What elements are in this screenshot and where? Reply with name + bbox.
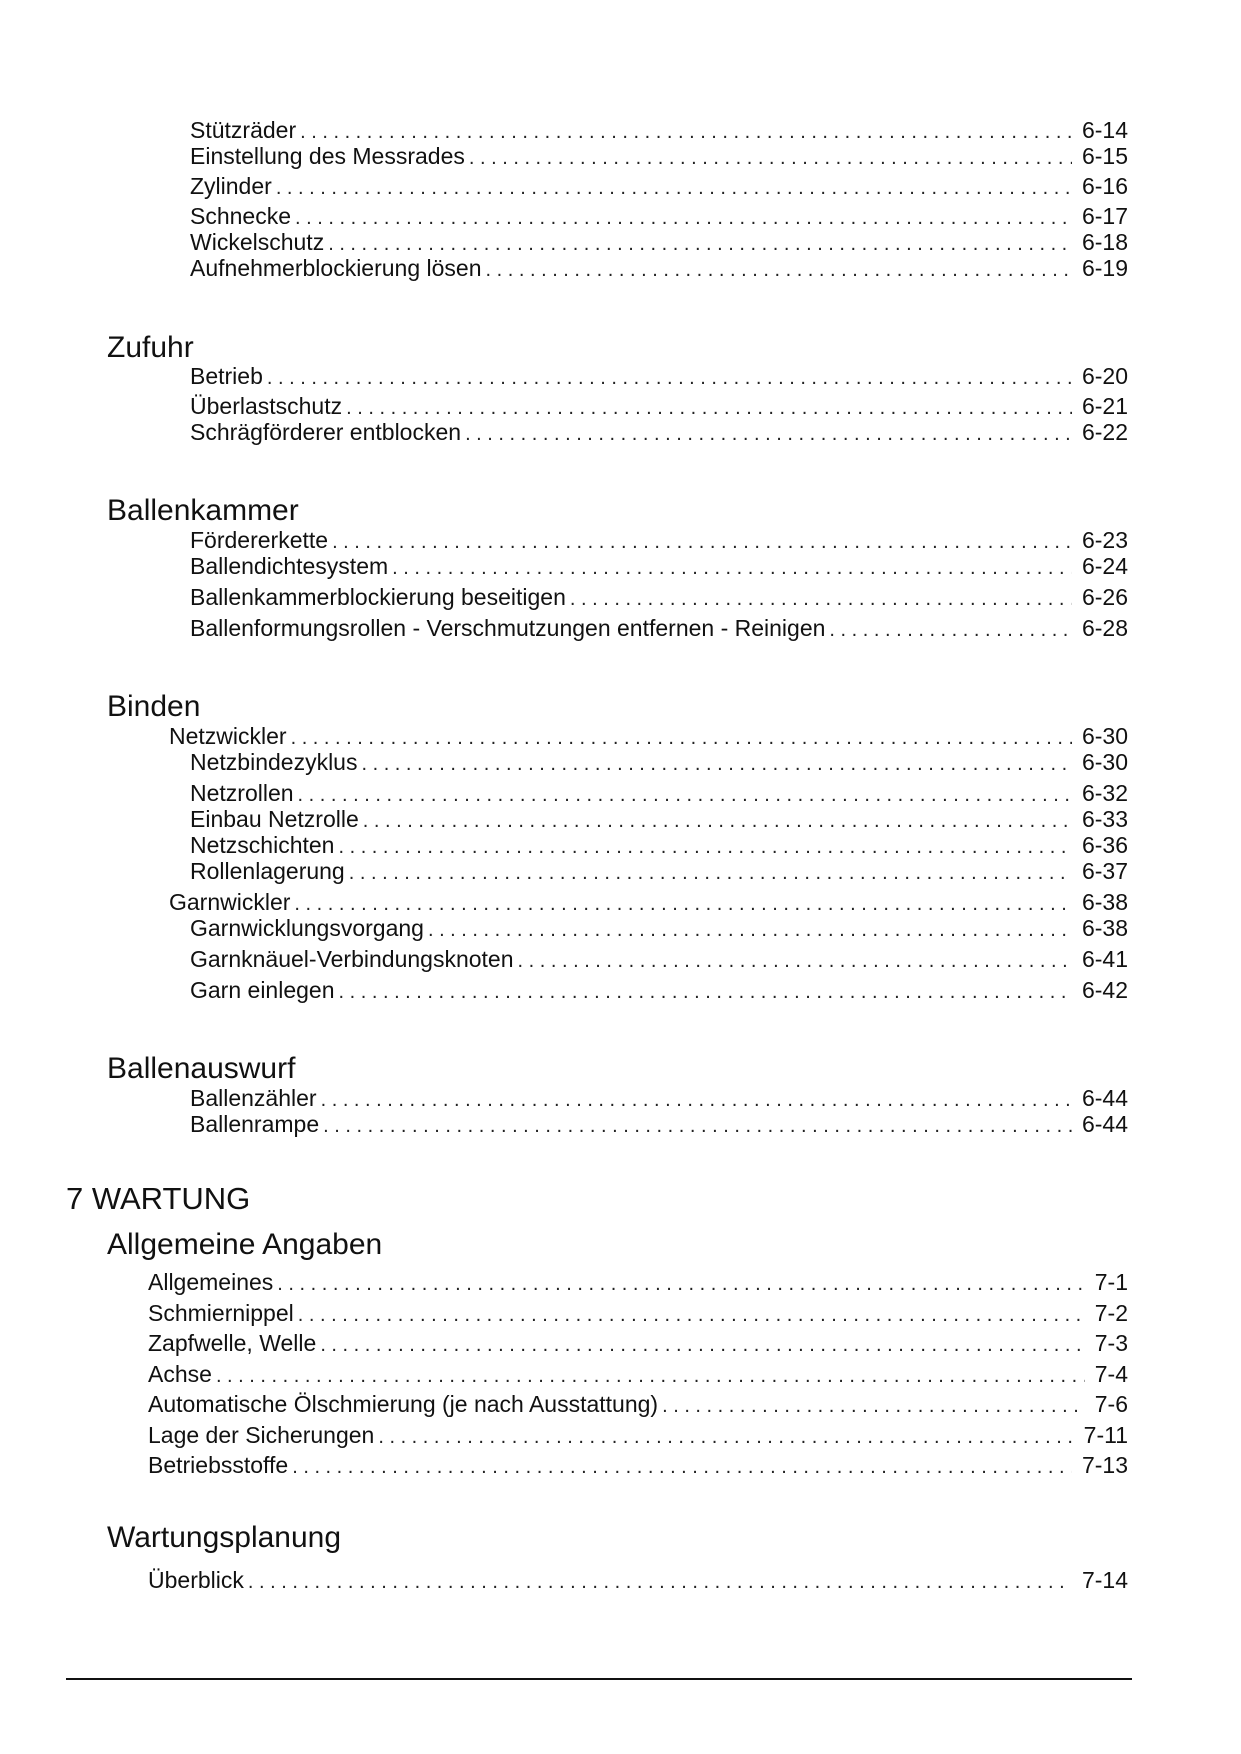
toc-entry[interactable]	[190, 945, 1128, 973]
toc-entry-label: Garnwickler	[169, 889, 291, 915]
toc-entry-page: 6-16	[1081, 173, 1128, 199]
dot-leader	[298, 1301, 1085, 1329]
toc-entry[interactable]	[169, 722, 1128, 750]
toc-entry[interactable]	[190, 748, 1128, 776]
dot-leader	[292, 1453, 1072, 1481]
toc-entry-label: Schnecke	[190, 203, 292, 229]
toc-entry-label: Automatische Ölschmierung (je nach Ausstattung)	[148, 1391, 659, 1417]
toc-entry[interactable]	[190, 418, 1128, 446]
toc-entry-page: 6-20	[1081, 363, 1128, 389]
toc-entry-page: 6-24	[1081, 553, 1128, 579]
dot-leader	[378, 1423, 1073, 1451]
toc-entry[interactable]	[148, 1299, 1128, 1327]
toc-entry-label: Betriebsstoffe	[148, 1452, 289, 1478]
toc-entry-page: 7-13	[1081, 1452, 1128, 1478]
dot-leader	[320, 1331, 1084, 1359]
toc-entry-page: 7-14	[1081, 1567, 1128, 1593]
toc-entry-label: Netzrollen	[190, 780, 294, 806]
toc-entry-label: Zylinder	[190, 173, 272, 199]
dot-leader	[339, 978, 1072, 1006]
toc-entry[interactable]	[190, 583, 1128, 611]
toc-entry-page: 6-33	[1081, 806, 1128, 832]
toc-entry-label: Lage der Sicherungen	[148, 1422, 375, 1448]
dot-leader	[392, 554, 1072, 582]
toc-entry-page: 6-19	[1081, 255, 1128, 281]
toc-entry[interactable]	[190, 142, 1128, 170]
dot-leader	[486, 256, 1072, 284]
toc-entry-page: 6-22	[1081, 419, 1128, 445]
toc-entry-page: 6-23	[1081, 527, 1128, 553]
toc-entry[interactable]	[190, 1084, 1128, 1112]
toc-entry-page: 6-26	[1081, 584, 1128, 610]
toc-entry[interactable]	[190, 552, 1128, 580]
toc-entry[interactable]	[190, 779, 1128, 807]
toc-entry-page: 6-18	[1081, 229, 1128, 255]
toc-entry-label: Garn einlegen	[190, 977, 335, 1003]
toc-entry-label: Ballenkammerblockierung beseitigen	[190, 584, 566, 610]
toc-entry-page: 6-32	[1081, 780, 1128, 806]
toc-entry-page: 6-36	[1081, 832, 1128, 858]
dot-leader	[323, 1112, 1072, 1140]
toc-entry[interactable]	[190, 976, 1128, 1004]
toc-entry-page: 7-1	[1094, 1269, 1128, 1295]
toc-entry-label: Aufnehmerblockierung lösen	[190, 255, 482, 281]
section-heading-zufuhr: Zufuhr	[107, 331, 194, 364]
toc-entry[interactable]	[190, 831, 1128, 859]
toc-entry-label: Ballenformungsrollen - Verschmutzungen entfernen - Reinigen	[190, 615, 826, 641]
toc-entry-label: Achse	[148, 1361, 212, 1387]
toc-entry[interactable]	[190, 172, 1128, 200]
chapter-title: 7 WARTUNG	[66, 1181, 251, 1216]
toc-entry-label: Stützräder	[190, 117, 297, 143]
toc-entry-label: Einbau Netzrolle	[190, 806, 359, 832]
toc-entry-label: Betrieb	[190, 363, 263, 389]
toc-entry-page: 6-15	[1081, 143, 1128, 169]
toc-entry-page: 6-17	[1081, 203, 1128, 229]
toc-entry-label: Überlastschutz	[190, 393, 343, 419]
section-heading-allgemeine-angaben: Allgemeine Angaben	[107, 1228, 383, 1261]
toc-entry-page: 6-37	[1081, 858, 1128, 884]
toc-entry-page: 7-4	[1094, 1361, 1128, 1387]
toc-entry-page: 6-30	[1081, 723, 1128, 749]
dot-leader	[267, 364, 1072, 392]
toc-entry-label: Allgemeines	[148, 1269, 274, 1295]
dot-leader	[216, 1362, 1085, 1390]
toc-entry[interactable]	[190, 254, 1128, 282]
toc-entry[interactable]	[148, 1360, 1128, 1388]
toc-entry-page: 7-2	[1094, 1300, 1128, 1326]
toc-entry[interactable]	[148, 1390, 1128, 1418]
toc-entry-label: Netzwickler	[169, 723, 287, 749]
toc-entry-label: Ballenzähler	[190, 1085, 317, 1111]
toc-entry[interactable]	[190, 228, 1128, 256]
toc-entry-label: Garnknäuel-Verbindungsknoten	[190, 946, 514, 972]
dot-leader	[829, 616, 1072, 644]
toc-entry-label: Ballendichtesystem	[190, 553, 389, 579]
toc-entry-page: 7-6	[1094, 1391, 1128, 1417]
dot-leader	[465, 420, 1072, 448]
toc-entry[interactable]	[190, 362, 1128, 390]
dot-leader	[276, 174, 1072, 202]
toc-entry[interactable]	[148, 1451, 1128, 1479]
toc-entry-label: Ballenrampe	[190, 1111, 320, 1137]
toc-entry-page: 6-30	[1081, 749, 1128, 775]
toc-entry-label: Schmiernippel	[148, 1300, 294, 1326]
toc-entry[interactable]	[190, 914, 1128, 942]
toc-entry-label: Schrägförderer entblocken	[190, 419, 462, 445]
toc-entry-label: Netzschichten	[190, 832, 335, 858]
toc-entry-label: Überblick	[148, 1567, 244, 1593]
toc-entry[interactable]	[190, 526, 1128, 554]
section-heading-ballenkammer: Ballenkammer	[107, 494, 299, 527]
toc-entry-label: Fördererkette	[190, 527, 329, 553]
footer-rule	[66, 1678, 1132, 1680]
toc-entry[interactable]	[190, 857, 1128, 885]
toc-entry[interactable]	[148, 1566, 1128, 1594]
toc-entry-page: 6-41	[1081, 946, 1128, 972]
toc-entry-page: 6-44	[1081, 1085, 1128, 1111]
dot-leader	[248, 1568, 1072, 1596]
toc-entry[interactable]	[148, 1421, 1128, 1449]
toc-entry-page: 6-38	[1081, 889, 1128, 915]
toc-entry-page: 6-28	[1081, 615, 1128, 641]
dot-leader	[361, 750, 1071, 778]
toc-entry-label: Wickelschutz	[190, 229, 325, 255]
dot-leader	[428, 916, 1072, 944]
dot-leader	[662, 1392, 1085, 1420]
dot-leader	[469, 144, 1072, 172]
toc-entry[interactable]	[190, 202, 1128, 230]
toc-entry-page: 6-42	[1081, 977, 1128, 1003]
section-heading-binden: Binden	[107, 690, 201, 723]
toc-entry-label: Rollenlagerung	[190, 858, 345, 884]
dot-leader	[349, 859, 1072, 887]
toc-entry[interactable]	[190, 614, 1128, 642]
toc-entry-page: 7-3	[1094, 1330, 1128, 1356]
toc-entry-label: Garnwicklungsvorgang	[190, 915, 424, 941]
toc-entry[interactable]	[190, 392, 1128, 420]
toc-entry[interactable]	[148, 1329, 1128, 1357]
toc-entry[interactable]	[169, 888, 1128, 916]
toc-entry[interactable]	[190, 1110, 1128, 1138]
section-heading-wartungsplanung: Wartungsplanung	[107, 1521, 342, 1554]
section-heading-ballenauswurf: Ballenauswurf	[107, 1052, 296, 1085]
toc-entry-label: Zapfwelle, Welle	[148, 1330, 317, 1356]
toc-entry[interactable]	[190, 116, 1128, 144]
toc-entry-page: 6-38	[1081, 915, 1128, 941]
dot-leader	[518, 947, 1072, 975]
toc-entry[interactable]	[148, 1268, 1128, 1296]
toc-entry-page: 6-44	[1081, 1111, 1128, 1137]
dot-leader	[570, 585, 1072, 613]
toc-entry-label: Einstellung des Messrades	[190, 143, 465, 169]
toc-entry[interactable]	[190, 805, 1128, 833]
toc-entry-page: 6-21	[1081, 393, 1128, 419]
dot-leader	[277, 1270, 1084, 1298]
toc-entry-label: Netzbindezyklus	[190, 749, 358, 775]
toc-entry-page: 7-11	[1083, 1422, 1128, 1448]
toc-entry-page: 6-14	[1081, 117, 1128, 143]
